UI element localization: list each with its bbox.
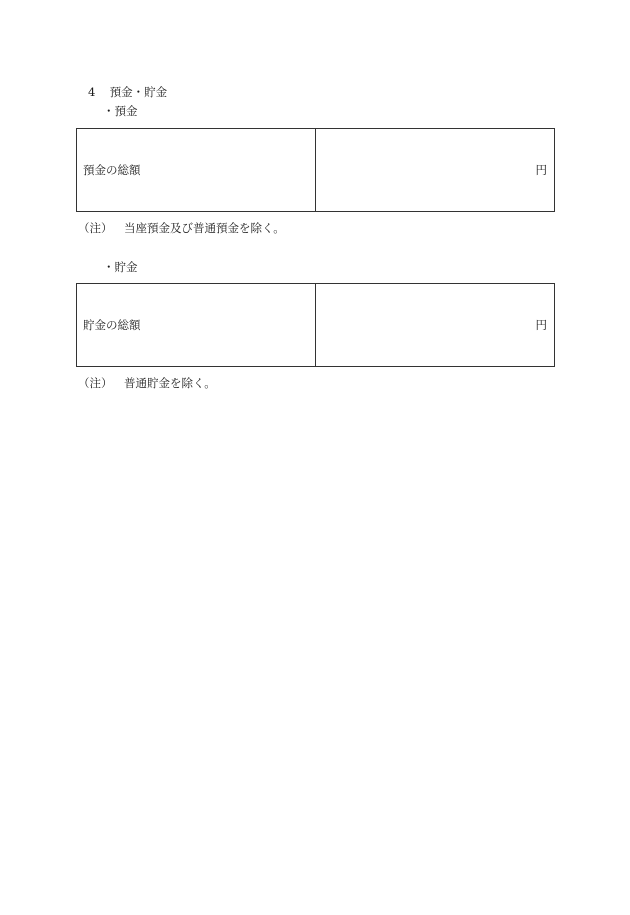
savings-note (78, 375, 216, 391)
deposit-note-tag: （注） (78, 221, 113, 235)
deposit-total-unit: 円 (535, 163, 547, 177)
savings-subtitle: ・貯金 (103, 260, 138, 274)
savings-total-value-cell[interactable] (316, 284, 554, 366)
deposit-total-label: 預金の総額 (83, 163, 141, 177)
deposit-note-text: 当座預金及び普通預金を除く。 (124, 221, 285, 235)
savings-total-label: 貯金の総額 (83, 318, 141, 332)
savings-note-tag: （注） (78, 376, 113, 390)
savings-note-text: 普通貯金を除く。 (124, 376, 216, 390)
section-number: 4 (88, 85, 96, 99)
section-title: 預金・貯金 (109, 85, 168, 99)
deposit-note (78, 220, 285, 236)
section-heading (88, 84, 167, 100)
savings-total-unit: 円 (535, 318, 547, 332)
deposit-total-value-cell[interactable] (316, 129, 554, 211)
deposit-total-label-cell (77, 129, 316, 211)
savings-total-table (76, 283, 555, 367)
deposit-total-table (76, 128, 555, 212)
deposit-subtitle: ・預金 (103, 104, 138, 118)
savings-total-label-cell (77, 284, 316, 366)
